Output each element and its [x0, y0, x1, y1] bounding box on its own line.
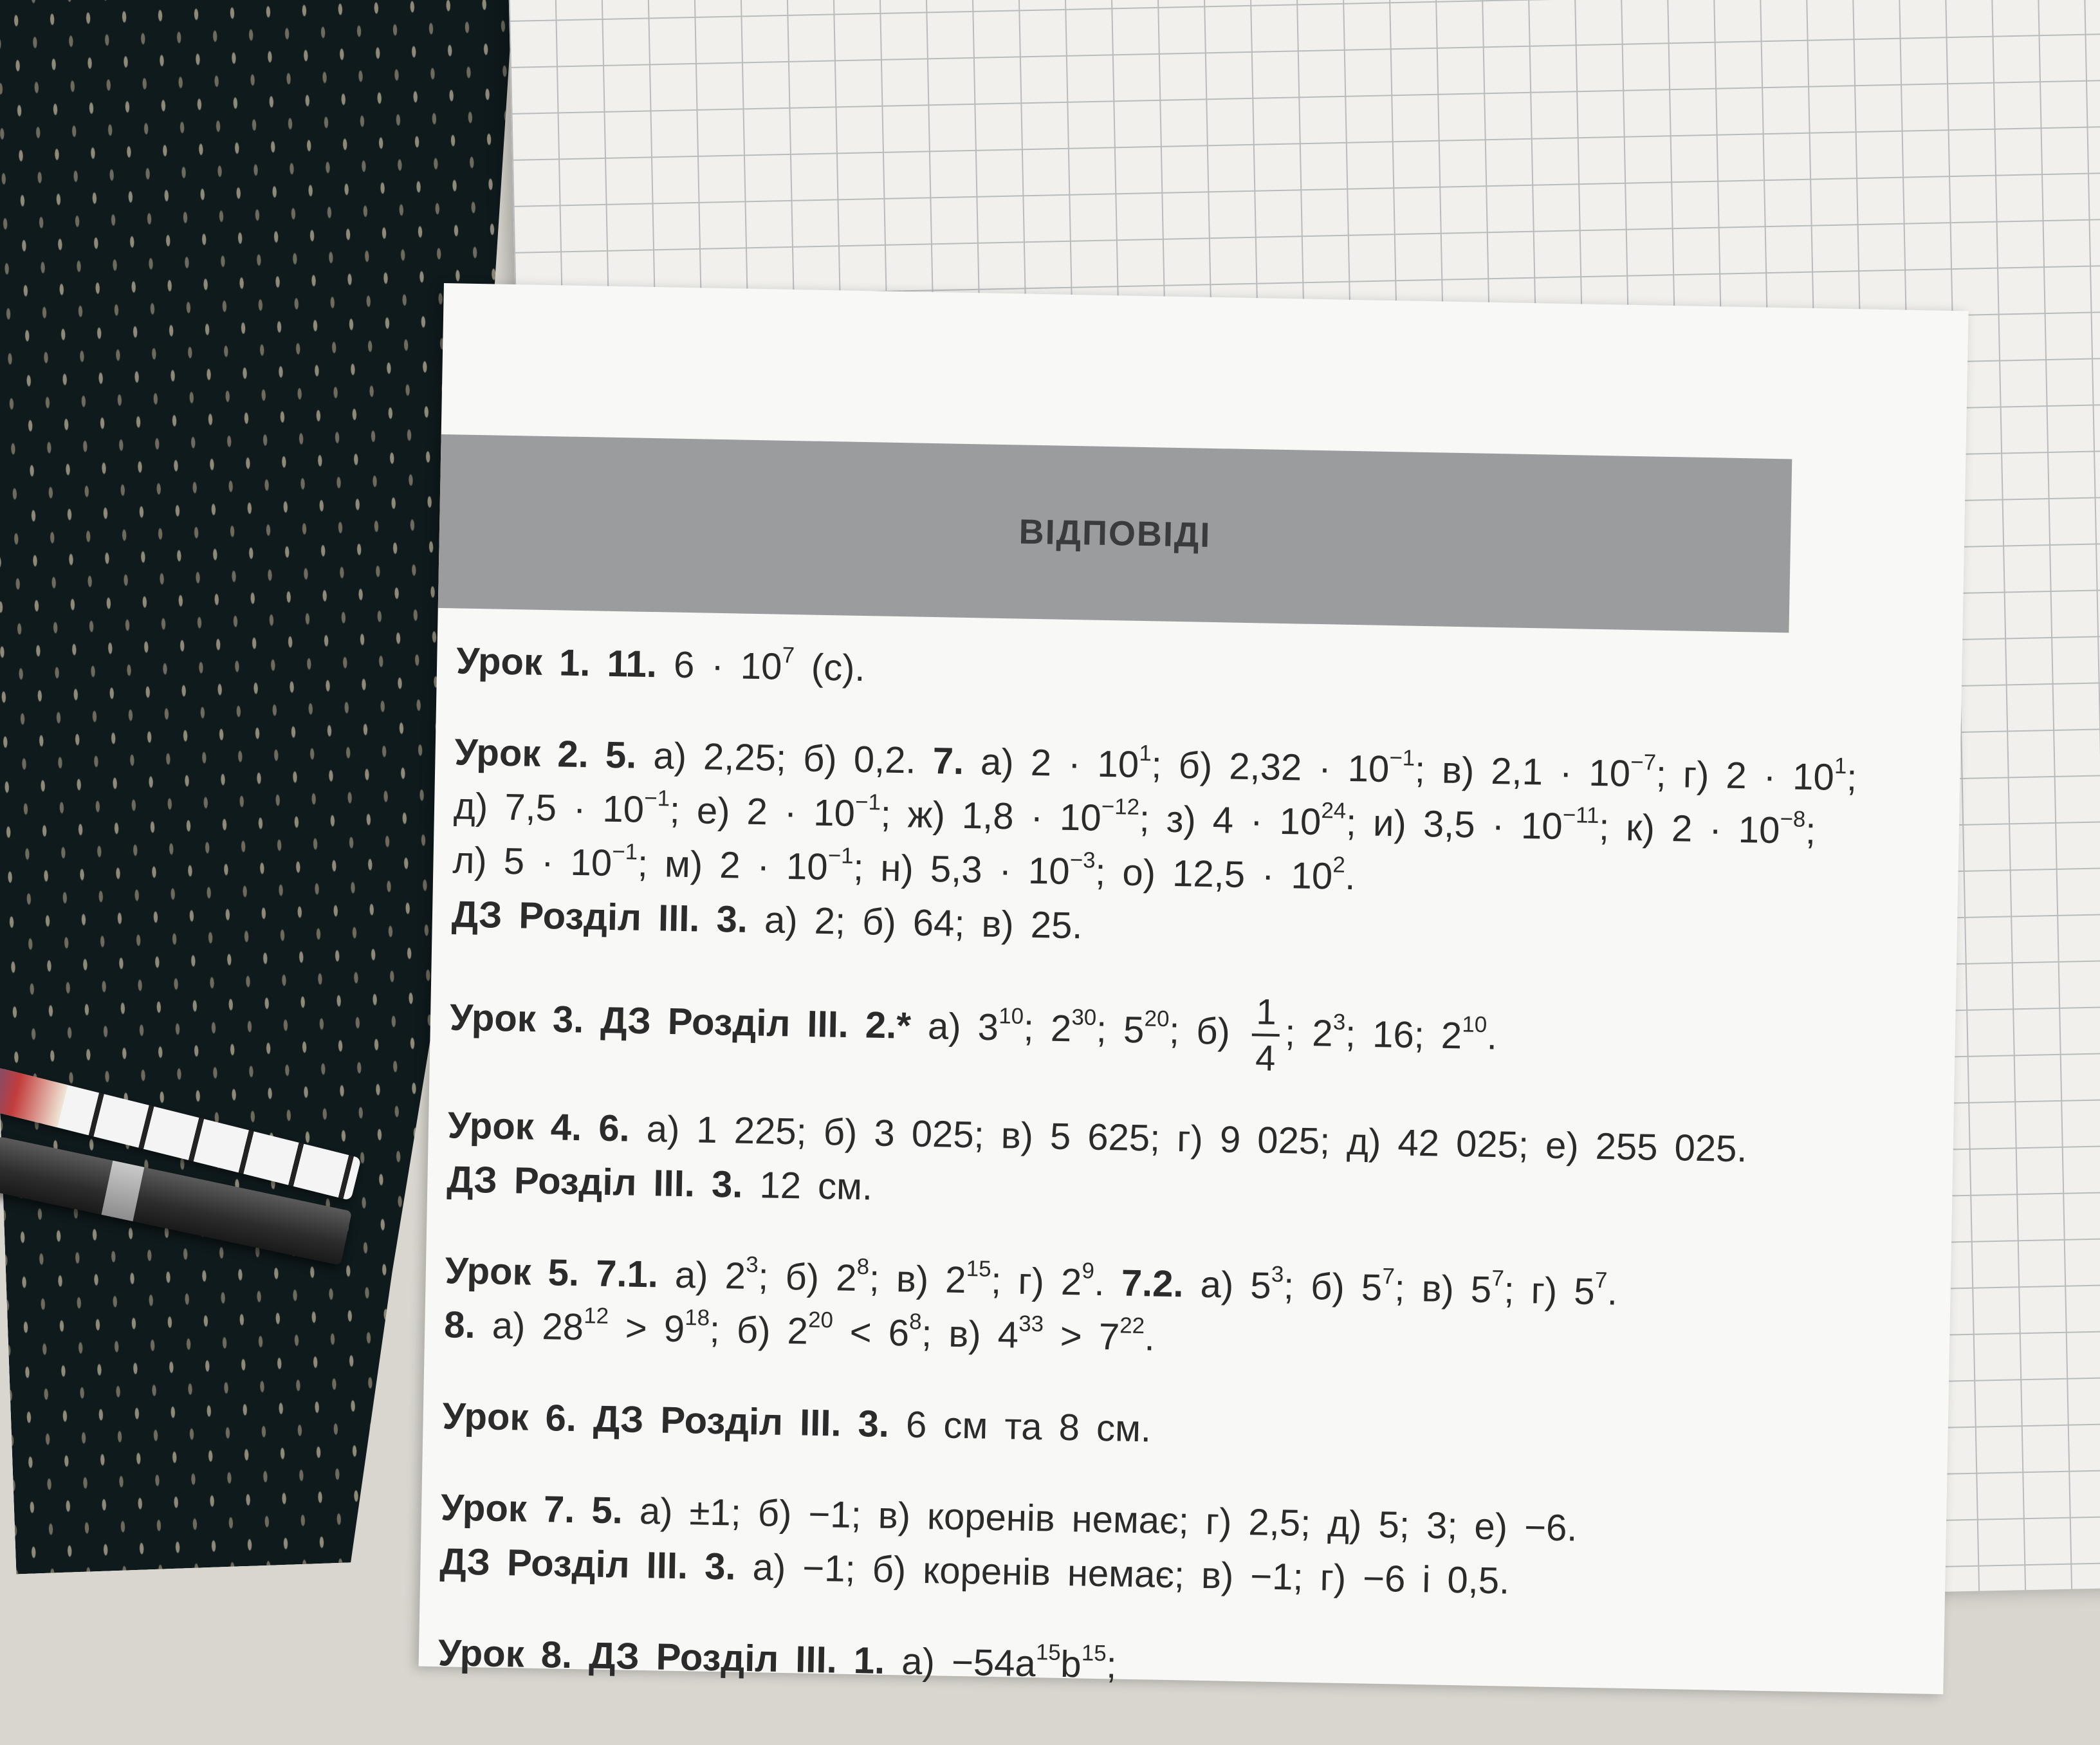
heading-banner — [438, 434, 1792, 632]
answer-line: Урок 8. ДЗ Розділ III. 1. $а) -54a^{15}b^{15}$; — [438, 1632, 1118, 1686]
answer-line: ДЗ Розділ III. 3. 12 см. — [446, 1158, 873, 1208]
answer-line: ДЗ Розділ III. 3. а) −1; б) коренів немає; в) −1; г) −6 і 0,5. — [439, 1540, 1510, 1602]
answers-list — [437, 634, 1857, 1741]
answer-line: Урок 6. ДЗ Розділ III. 3. 6 см та 8 см. — [442, 1395, 1152, 1450]
answer-line: Урок 3. ДЗ Розділ III. 2.* а) $3^{10}$; $2^{30}$; $5^{20}$; б) $\frac{1}{4}$ ; $2^3$; 16; $2^{10}$. — [449, 991, 1498, 1078]
answer-line: 8. а) $28^{12} > 9^{18}$; б) $2^{20} < 6^8$; в) $4^{33} > 7^{22}$. — [443, 1303, 1156, 1359]
answer-line: Урок 2. 5. а) 2,25; б) 0,2. 7. а) $2 \cdot 10^1$; б) $2,32 \cdot 10^{-1}$; в) $2,1 \cdot 10^{-7}$; г) $2 \cdot 10^1$; — [454, 731, 1857, 799]
pen-band — [102, 1161, 145, 1222]
lesson-block — [438, 1626, 1764, 1704]
answer-line: Урок 1. 11. $6 \cdot 10^7$ (с). — [456, 640, 866, 690]
lesson-block — [449, 979, 1776, 1085]
lesson-block — [442, 1389, 1768, 1468]
lesson-block — [447, 1098, 1774, 1231]
answer-line: Урок 7. 5. а) ±1; б) −1; в) коренів немає; г) 2,5; д) 5; 3; е) −6. — [440, 1486, 1578, 1549]
answer-line: Урок 5. 7.1. а) $2^3$; б) $2^8$; в) $2^{15}$; г) $2^9$. 7.2. а) $5^3$; б) $5^7$; в) $5^7$; г) $5^7$. — [445, 1250, 1618, 1313]
lesson-block — [451, 725, 1857, 966]
answer-line: д) $7,5 \cdot 10^{-1}$; е) $2 \cdot 10^{-1}$; ж) $1,8 \cdot 10^{-12}$; з) $4 \cdot 10^{24}$; и) $3,5 \cdot 10^{-11}$; к) $2 \cdot 10^{-8}$; — [453, 785, 1816, 853]
heading-title: ВІДПОВІДІ — [1018, 512, 1211, 555]
lesson-block — [439, 1481, 1767, 1613]
answer-line: ДЗ Розділ III. 3. а) 2; б) 64; в) 25. — [451, 893, 1083, 947]
answer-line: л) $5 \cdot 10^{-1}$; м) $2 \cdot 10^{-1}$; н) $5,3 \cdot 10^{-3}$; о) $12,5 \cdot 10^2$. — [452, 838, 1356, 898]
answer-line: Урок 4. 6. а) 1 225; б) 3 025; в) 5 625; г) 9 025; д) 42 025; е) 255 025. — [447, 1104, 1748, 1170]
lesson-block — [456, 634, 1782, 712]
answers-sheet — [419, 283, 1969, 1694]
lesson-block — [444, 1244, 1771, 1376]
